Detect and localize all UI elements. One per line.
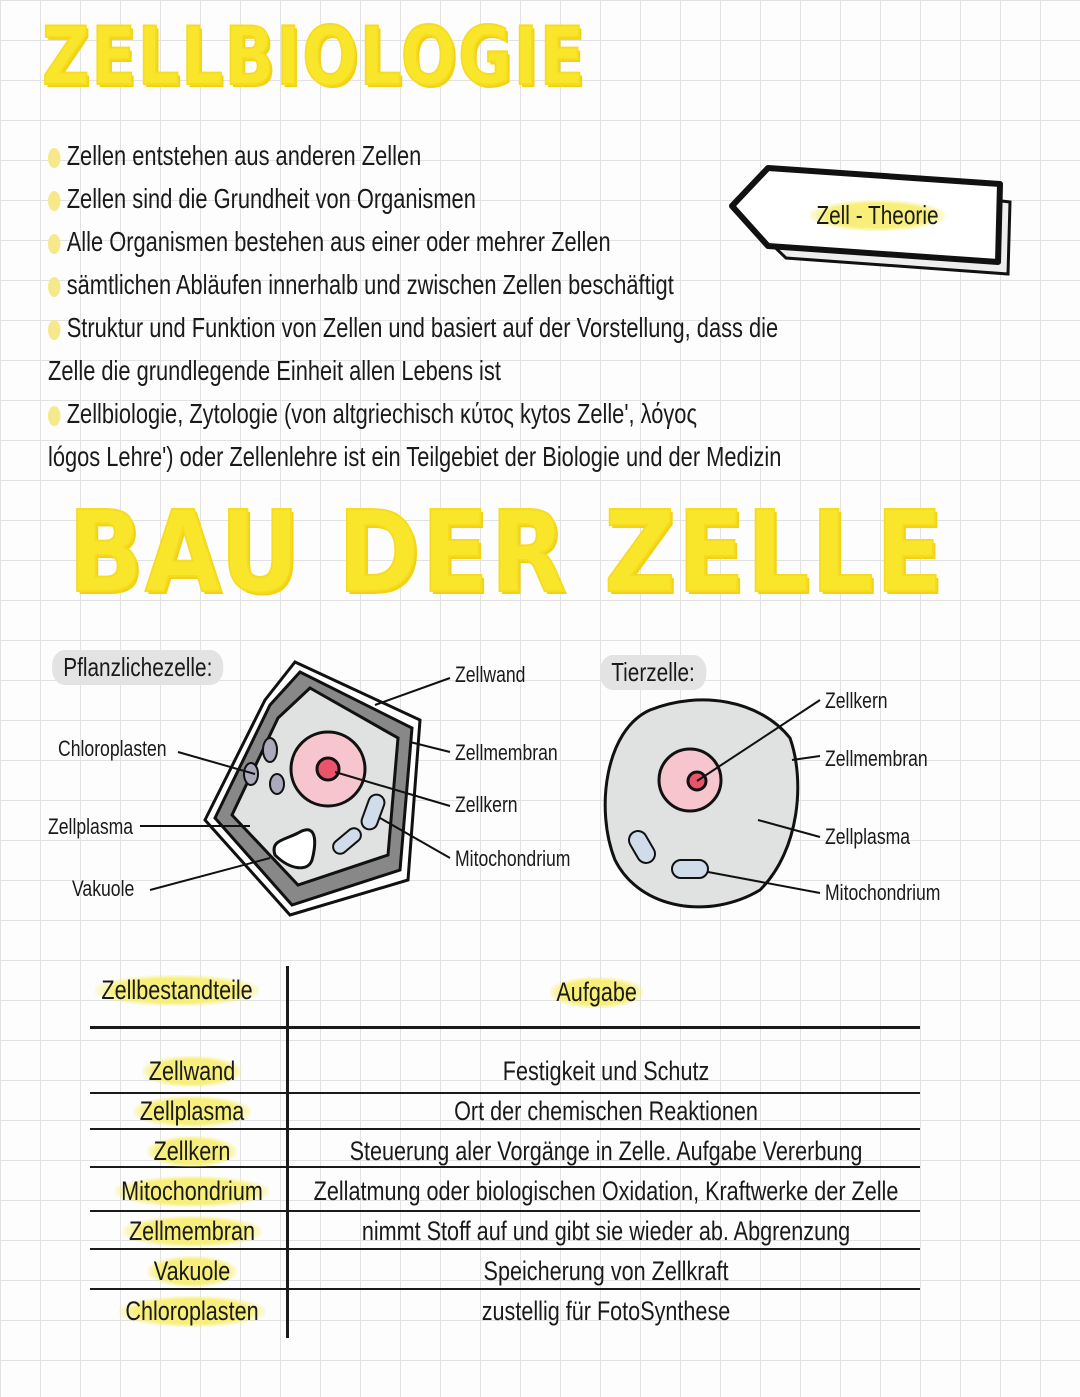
bullet-item: sämtlichen Abläufen innerhalb und zwischen Zellen beschäftigt bbox=[48, 269, 674, 301]
table-cell-function: Festigkeit und Schutz bbox=[502, 1056, 710, 1086]
bullet-continuation: Zelle die grundlegende Einheit allen Lebens ist bbox=[48, 355, 501, 386]
table-cell-component: Chloroplasten bbox=[119, 1296, 265, 1327]
chloroplast-icon bbox=[263, 738, 277, 762]
label-zellmembran: Zellmembran bbox=[455, 740, 558, 765]
label-mitochondrium: Mitochondrium bbox=[825, 880, 941, 905]
plant-cell-title: Pflanzlichezelle: bbox=[52, 650, 224, 685]
bullet-item: Alle Organismen bestehen aus einer oder mehrer Zellen bbox=[48, 226, 611, 258]
bullet-item: Zellen entstehen aus anderen Zellen bbox=[48, 140, 421, 172]
plant-cell-diagram bbox=[140, 662, 450, 915]
label-zellkern: Zellkern bbox=[825, 688, 888, 713]
table-cell-component: Vakuole bbox=[147, 1256, 236, 1287]
table-cell-function: Steuerung aler Vorgänge in Zelle. Aufgabe Vererbung bbox=[349, 1136, 863, 1166]
table-cell-component: Mitochondrium bbox=[115, 1176, 269, 1207]
table-cell-function: Ort der chemischen Reaktionen bbox=[454, 1096, 758, 1126]
table-cell-component: Zellkern bbox=[147, 1136, 237, 1167]
table-cell-function: Zellatmung oder biologischen Oxidation, Kraftwerke der Zelle bbox=[313, 1176, 899, 1206]
label-vakuole: Vakuole bbox=[72, 876, 135, 901]
label-chloroplasten: Chloroplasten bbox=[58, 736, 167, 761]
table-header: Aufgabe bbox=[550, 977, 643, 1008]
table-cell-function: nimmt Stoff auf und gibt sie wieder ab. Abgrenzung bbox=[361, 1216, 851, 1246]
label-zellplasma: Zellplasma bbox=[48, 814, 134, 839]
label-zellplasma: Zellplasma bbox=[825, 824, 911, 849]
bullet-continuation: lógos Lehre') oder Zellenlehre ist ein Teilgebiet der Biologie und der Medizin bbox=[48, 441, 782, 472]
label-mitochondrium: Mitochondrium bbox=[455, 846, 571, 871]
table-cell-function: Speicherung von Zellkraft bbox=[483, 1256, 729, 1286]
bullet-item: Zellen sind die Grundheit von Organismen bbox=[48, 183, 476, 215]
label-zellmembran: Zellmembran bbox=[825, 746, 928, 771]
table-cell-component: Zellmembran bbox=[123, 1216, 262, 1247]
page-title: ZELLBIOLOGIE bbox=[42, 10, 587, 103]
bullet-item: Struktur und Funktion von Zellen und basiert auf der Vorstellung, dass die bbox=[48, 312, 778, 344]
animal-cell-title: Tierzelle: bbox=[600, 655, 706, 690]
table-cell-component: Zellwand bbox=[142, 1056, 241, 1087]
table-cell-function: zustellig für FotoSynthese bbox=[481, 1296, 731, 1326]
table-header: Zellbestandteile bbox=[95, 975, 259, 1006]
animal-cell-diagram bbox=[605, 700, 820, 907]
table-cell-component: Zellplasma bbox=[133, 1096, 250, 1127]
bullet-item: Zellbiologie, Zytologie (von altgriechisch κύτος kytos Zelle', λόγος bbox=[48, 398, 697, 430]
section-title: BAU DER ZELLE bbox=[68, 488, 945, 618]
tag-label: Zell - Theorie bbox=[810, 200, 945, 231]
label-zellkern: Zellkern bbox=[455, 792, 518, 817]
label-zellwand: Zellwand bbox=[455, 662, 526, 687]
